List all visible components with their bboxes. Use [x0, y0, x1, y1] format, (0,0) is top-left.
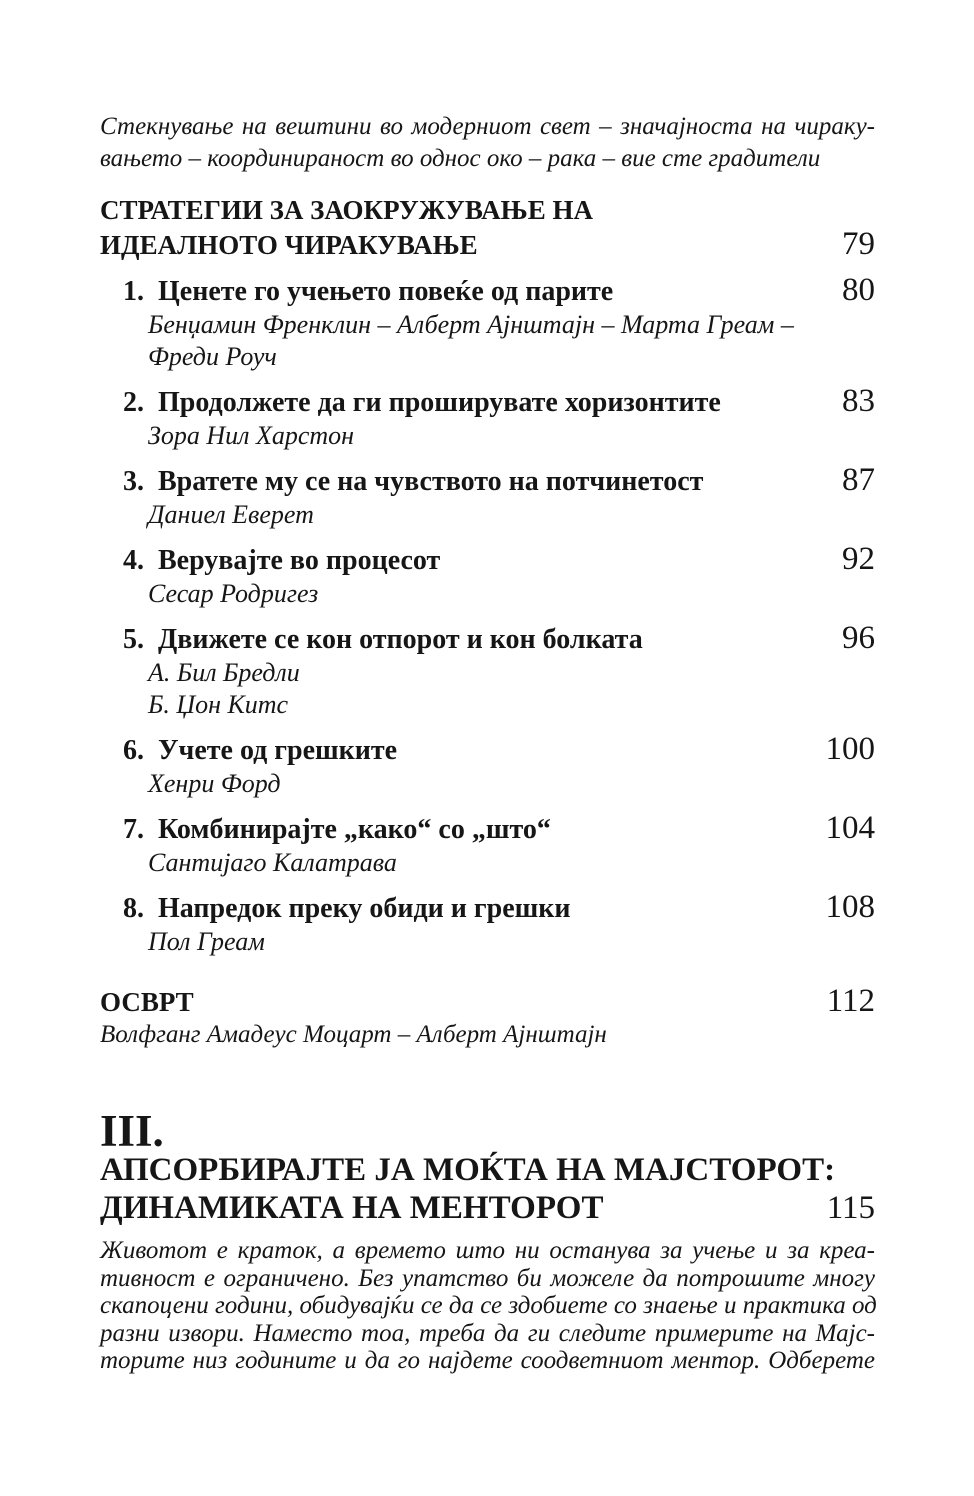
toc-item — [100, 890, 875, 958]
item-number: 2. — [123, 387, 144, 418]
item-authors — [100, 926, 875, 958]
author-line: Б. Џон Китс — [148, 690, 289, 719]
toc-item — [100, 811, 875, 879]
author-line: Даниел Еверет — [148, 500, 314, 529]
description-line: разни извори. Наместо тоа, треба да ги следите примерите на Мајс- — [100, 1319, 875, 1347]
part-page-number: 115 — [826, 1190, 875, 1226]
item-number: 4. — [123, 545, 144, 576]
item-page-number: 80 — [842, 272, 875, 308]
author-line: Сесар Родригез — [148, 579, 319, 608]
summary-line: Стекнување на вештини во модерниот свет – значајноста на чираку- — [100, 113, 875, 140]
author-line: Пол Греам — [148, 927, 265, 956]
author-line: Бенџамин Френклин – Алберт Ајнштајн – Марта Греам – — [148, 310, 794, 339]
part-title-line: ДИНАМИКАТА НА МЕНТОРОТ — [100, 1190, 604, 1226]
description-line: скапоцени години, обидувајќи се да се здобиете со знаење и практика од — [100, 1292, 877, 1319]
part-title-line: АПСОРБИРАЈТЕ ЈА МОЌТА НА МАЈСТОРОТ: — [100, 1152, 836, 1188]
description-line: тивност е ограничено. Без упатство би можеле да потрошите многу — [100, 1264, 875, 1292]
chapter-summary-note — [100, 111, 875, 175]
toc-item — [100, 463, 875, 531]
description-line: торите низ годините и да го најдете соодветниот ментор. Одберете — [100, 1347, 875, 1374]
item-title: Ценете го учењето повеќе од парите — [158, 276, 614, 307]
description-line: Животот е краток, а времето што ни останува за учење и за креа- — [100, 1237, 875, 1264]
summary-line: вањето – координираност во однос око – рака – вие сте градители — [100, 145, 821, 172]
item-title: Верувајте во процесот — [158, 545, 441, 576]
section-title-line: ИДЕАЛНОТО ЧИРАКУВАЊЕ — [100, 230, 478, 260]
item-title: Движете се кон отпорот и кон болката — [158, 624, 643, 655]
toc-item — [100, 542, 875, 610]
author-line: Фреди Роуч — [148, 342, 277, 371]
item-page-number: 108 — [825, 889, 875, 925]
item-number: 7. — [123, 814, 144, 845]
item-page-number: 87 — [842, 462, 875, 498]
item-title: Комбинирајте „како“ со „што“ — [158, 814, 551, 845]
toc-item — [100, 273, 875, 373]
section-title-line: СТРАТЕГИИ ЗА ЗАОКРУЖУВАЊЕ НА — [100, 195, 593, 225]
item-number: 6. — [123, 735, 144, 766]
author-line: Хенри Форд — [148, 769, 281, 798]
item-authors — [100, 578, 875, 610]
item-page-number: 96 — [842, 620, 875, 656]
item-page-number: 100 — [825, 731, 875, 767]
part-numeral: III. — [100, 1106, 164, 1156]
toc-item — [100, 732, 875, 800]
item-authors — [100, 309, 875, 373]
item-number: 1. — [123, 276, 144, 307]
toc-item — [100, 621, 875, 721]
part-description — [100, 1237, 875, 1375]
item-authors — [100, 768, 875, 800]
item-page-number: 83 — [842, 383, 875, 419]
part-three-section — [100, 1106, 877, 1375]
toc-item — [100, 384, 875, 452]
item-number: 3. — [123, 466, 144, 497]
item-title: Напредок преку обиди и грешки — [158, 893, 571, 924]
item-number: 5. — [123, 624, 144, 655]
item-authors — [100, 499, 875, 531]
osvrt-page-number: 112 — [826, 983, 875, 1019]
author-line: Зора Нил Харстон — [148, 421, 355, 450]
item-page-number: 92 — [842, 541, 875, 577]
item-authors — [100, 847, 875, 879]
section-heading-strategies — [100, 193, 875, 262]
item-title: Учете од грешките — [158, 735, 398, 766]
section-page-number: 79 — [842, 226, 875, 262]
item-authors — [100, 420, 875, 452]
item-number: 8. — [123, 893, 144, 924]
osvrt-section — [100, 984, 875, 1051]
author-line: А. Бил Бредли — [148, 658, 300, 687]
item-title: Продолжете да ги проширувате хоризонтите — [158, 387, 721, 418]
item-title: Вратете му се на чувството на потчинетост — [158, 466, 704, 497]
osvrt-authors: Волфганг Амадеус Моцарт – Алберт Ајнштајн — [100, 1021, 607, 1048]
item-authors — [100, 657, 875, 721]
osvrt-title: ОСВРТ — [100, 987, 194, 1017]
item-page-number: 104 — [825, 810, 875, 846]
author-line: Сантијаго Калатрава — [148, 848, 397, 877]
